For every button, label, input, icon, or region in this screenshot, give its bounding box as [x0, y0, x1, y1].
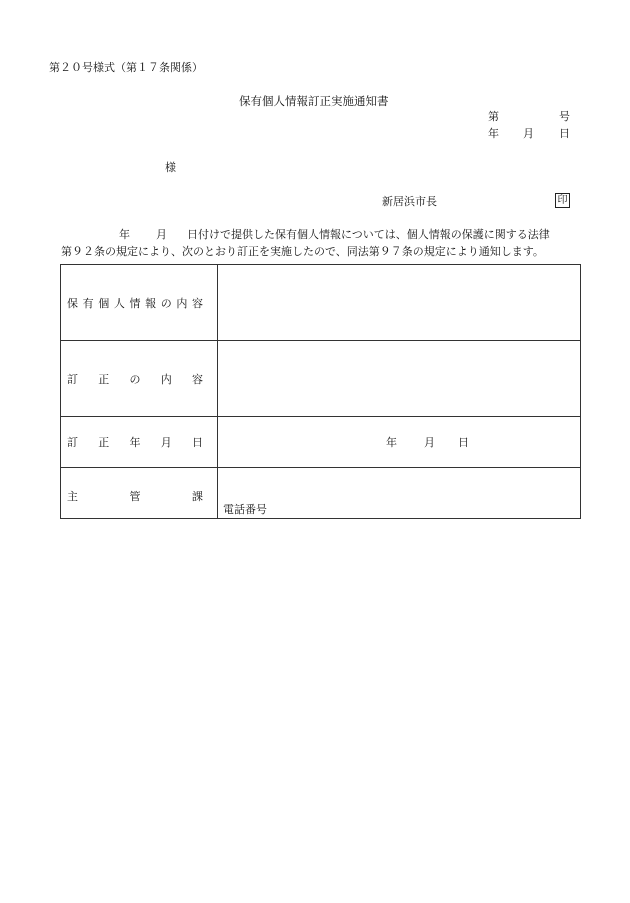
- label-char: 正: [98, 436, 110, 449]
- value-correction-content: [218, 341, 581, 417]
- form-number: 第２０号様式（第１７条関係）: [49, 61, 203, 74]
- label-char: 課: [192, 490, 203, 503]
- seal-mark: 印: [555, 193, 570, 208]
- label-char: 有: [82, 296, 94, 310]
- date-day: 日: [559, 127, 570, 140]
- label-responsible-section: [61, 468, 218, 519]
- body-year: 年: [119, 228, 130, 241]
- label-char: 月: [160, 436, 172, 449]
- label-char: 情: [129, 296, 141, 310]
- date-month: 月: [523, 127, 534, 140]
- label-char: 正: [98, 372, 110, 386]
- label-char: 容: [192, 296, 203, 310]
- label-char: の: [160, 296, 172, 310]
- date-year: 年: [488, 127, 499, 140]
- phone-number-label: 電話番号: [223, 503, 267, 516]
- addressee-suffix: 様: [165, 161, 176, 174]
- value-personal-info: [218, 265, 581, 341]
- label-char: 内: [160, 372, 172, 386]
- number-prefix: 第: [488, 110, 499, 123]
- body-month: 月: [156, 228, 167, 241]
- label-char: 内: [176, 296, 188, 310]
- label-correction-content: [61, 341, 218, 417]
- value-responsible-section: [218, 468, 581, 519]
- label-char: 報: [145, 296, 157, 310]
- label-correction-date: [61, 417, 218, 468]
- body-text-1: 日付けで提供した保有個人情報については、個人情報の保護に関する法律: [187, 228, 550, 241]
- value-correction-date: [218, 417, 581, 468]
- notice-table: [60, 264, 581, 519]
- correction-day: 日: [458, 436, 469, 449]
- label-char: 容: [192, 372, 203, 386]
- label-char: 訂: [67, 372, 78, 386]
- label-char: の: [129, 372, 141, 386]
- label-char: 日: [192, 436, 203, 449]
- label-char: 年: [129, 436, 141, 449]
- label-char: 人: [113, 296, 125, 310]
- correction-year: 年: [386, 436, 397, 449]
- document-title: 保有個人情報訂正実施通知書: [239, 94, 389, 108]
- body-text-2: 第９２条の規定により、次のとおり訂正を実施したので、同法第９７条の規定により通知します。: [61, 245, 544, 258]
- number-suffix: 号: [559, 110, 570, 123]
- label-char: 主: [67, 490, 78, 503]
- label-char: 保: [67, 296, 78, 310]
- correction-month: 月: [424, 436, 435, 449]
- label-char: 管: [129, 490, 141, 503]
- label-char: 訂: [67, 436, 78, 449]
- label-personal-info: [61, 265, 218, 341]
- label-char: 個: [98, 296, 110, 310]
- body-paragraph: [61, 226, 581, 260]
- issuer-name: 新居浜市長: [382, 195, 437, 208]
